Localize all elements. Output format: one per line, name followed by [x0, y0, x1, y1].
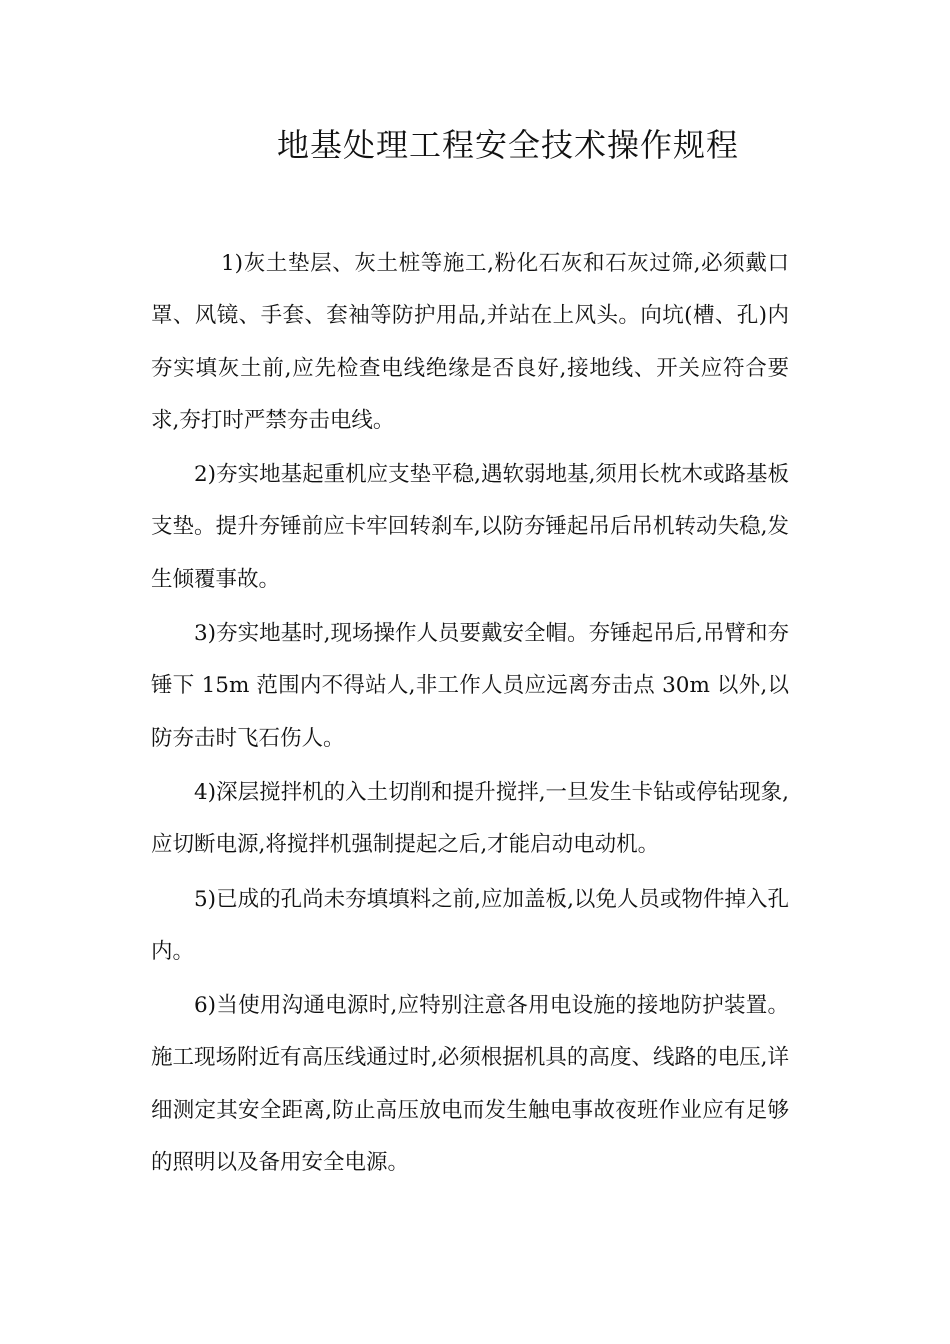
document-body — [151, 238, 789, 1191]
paragraph-3: 3)夯实地基时,现场操作人员要戴安全帽。夯锤起吊后,吊臂和夯锤下 15m 范围内不得站人,非工作人员应远离夯击点 30m 以外,以防夯击时飞石伤人。 — [151, 621, 789, 751]
paragraph-5: 5)已成的孔尚未夯填填料之前,应加盖板,以免人员或物件掉入孔内。 — [151, 886, 789, 964]
paragraph-2: 2)夯实地基起重机应支垫平稳,遇软弱地基,须用长枕木或路基板支垫。提升夯锤前应卡牢回转刹车,以防夯锤起吊后吊机转动失稳,发生倾覆事故。 — [151, 462, 789, 592]
page-title: 地基处理工程安全技术操作规程 — [276, 126, 739, 164]
paragraph-6: 6)当使用沟通电源时,应特别注意各用电设施的接地防护装置。施工现场附近有高压线通过时,必须根据机具的高度、线路的电压,详细测定其安全距离,防止高压放电而发生触电事故夜班作业应有足够的照明以及备用安全电源。 — [151, 993, 789, 1176]
paragraph-1: 1)灰土垫层、灰土桩等施工,粉化石灰和石灰过筛,必须戴口罩、风镜、手套、套袖等防护用品,并站在上风头。向坑(槽、孔)内夯实填灰土前,应先检查电线绝缘是否良好,接地线、开关应符合要求,夯打时严禁夯击电线。 — [151, 251, 789, 433]
paragraph-4: 4)深层搅拌机的入土切削和提升搅拌,一旦发生卡钻或停钻现象,应切断电源,将搅拌机强制提起之后,才能启动电动机。 — [151, 779, 789, 858]
